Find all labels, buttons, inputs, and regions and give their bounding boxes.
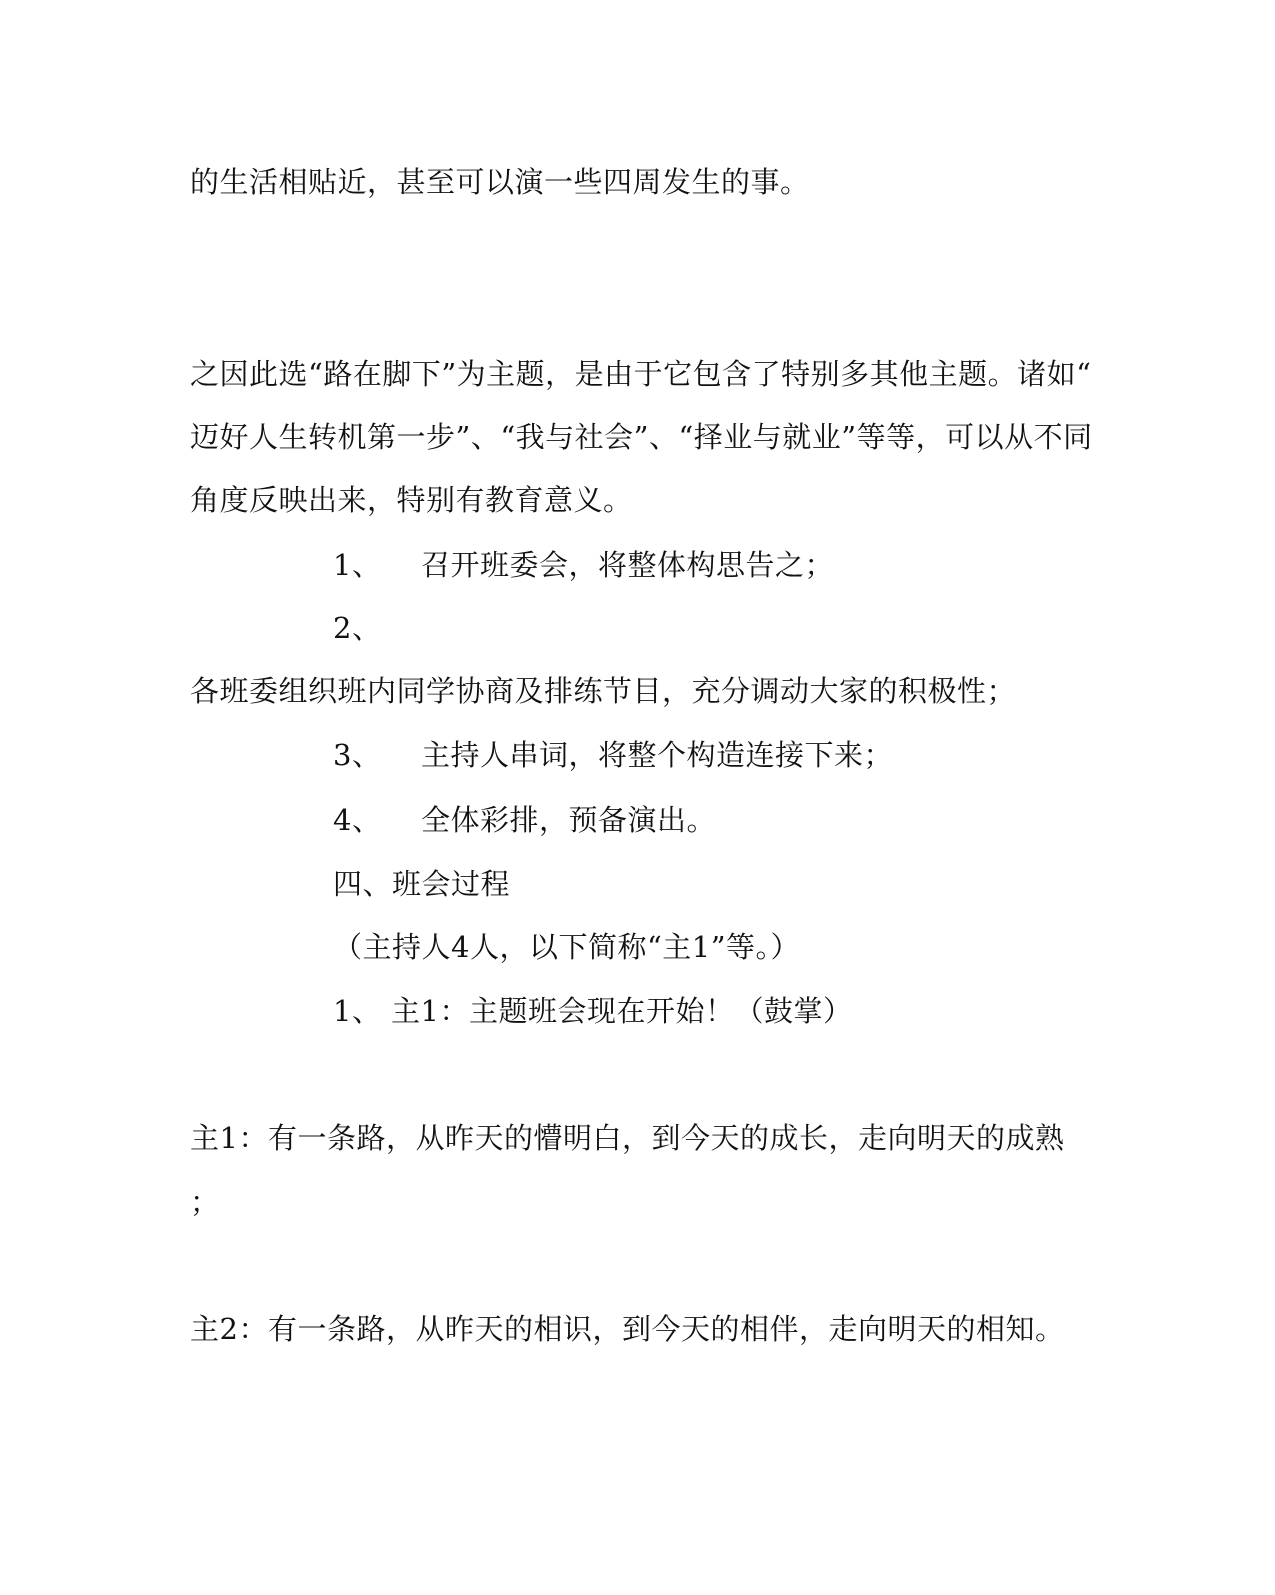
- step-number: 1、: [333, 548, 382, 582]
- step-number: 1、: [333, 994, 382, 1028]
- step-text: 召开班委会，将整体构思告之；: [421, 548, 835, 582]
- step-item: [333, 800, 716, 840]
- step-text: 主持人串词，将整个构造连接下来；: [421, 738, 894, 772]
- section-heading: 四、班会过程: [333, 867, 511, 901]
- step-text: 主1：主题班会现在开始！（鼓掌）: [391, 994, 853, 1028]
- step-text: 全体彩排，预备演出。: [421, 803, 717, 837]
- paragraph-line: 角度反映出来，特别有教育意义。: [190, 483, 633, 517]
- paragraph-line: 迈好人生转机第一步”、“我与社会”、“择业与就业”等等，可以从不同: [190, 420, 1093, 454]
- host1-line: 主1：有一条路，从昨天的懵明白，到今天的成长，走向明天的成熟: [190, 1121, 1065, 1155]
- paragraph-line: 的生活相贴近，甚至可以演一些四周发生的事。: [190, 165, 810, 199]
- host2-line: 主2：有一条路，从昨天的相识，到今天的相伴，走向明天的相知。: [190, 1312, 1065, 1346]
- host-note: （主持人4人，以下简称“主1”等。）: [333, 930, 801, 964]
- opening-line: [333, 991, 852, 1031]
- step-number: 3、: [333, 738, 382, 772]
- step-item: [333, 735, 893, 775]
- paragraph-line: 之因此选“路在脚下”为主题，是由于它包含了特别多其他主题。诸如“: [190, 357, 1092, 391]
- step-item: [333, 545, 834, 585]
- host1-line-tail: ；: [190, 1185, 220, 1219]
- step-item: [333, 608, 421, 648]
- step-number: 4、: [333, 803, 382, 837]
- step-number: 2、: [333, 611, 382, 645]
- step-continuation: 各班委组织班内同学协商及排练节目，充分调动大家的积极性；: [190, 674, 1017, 708]
